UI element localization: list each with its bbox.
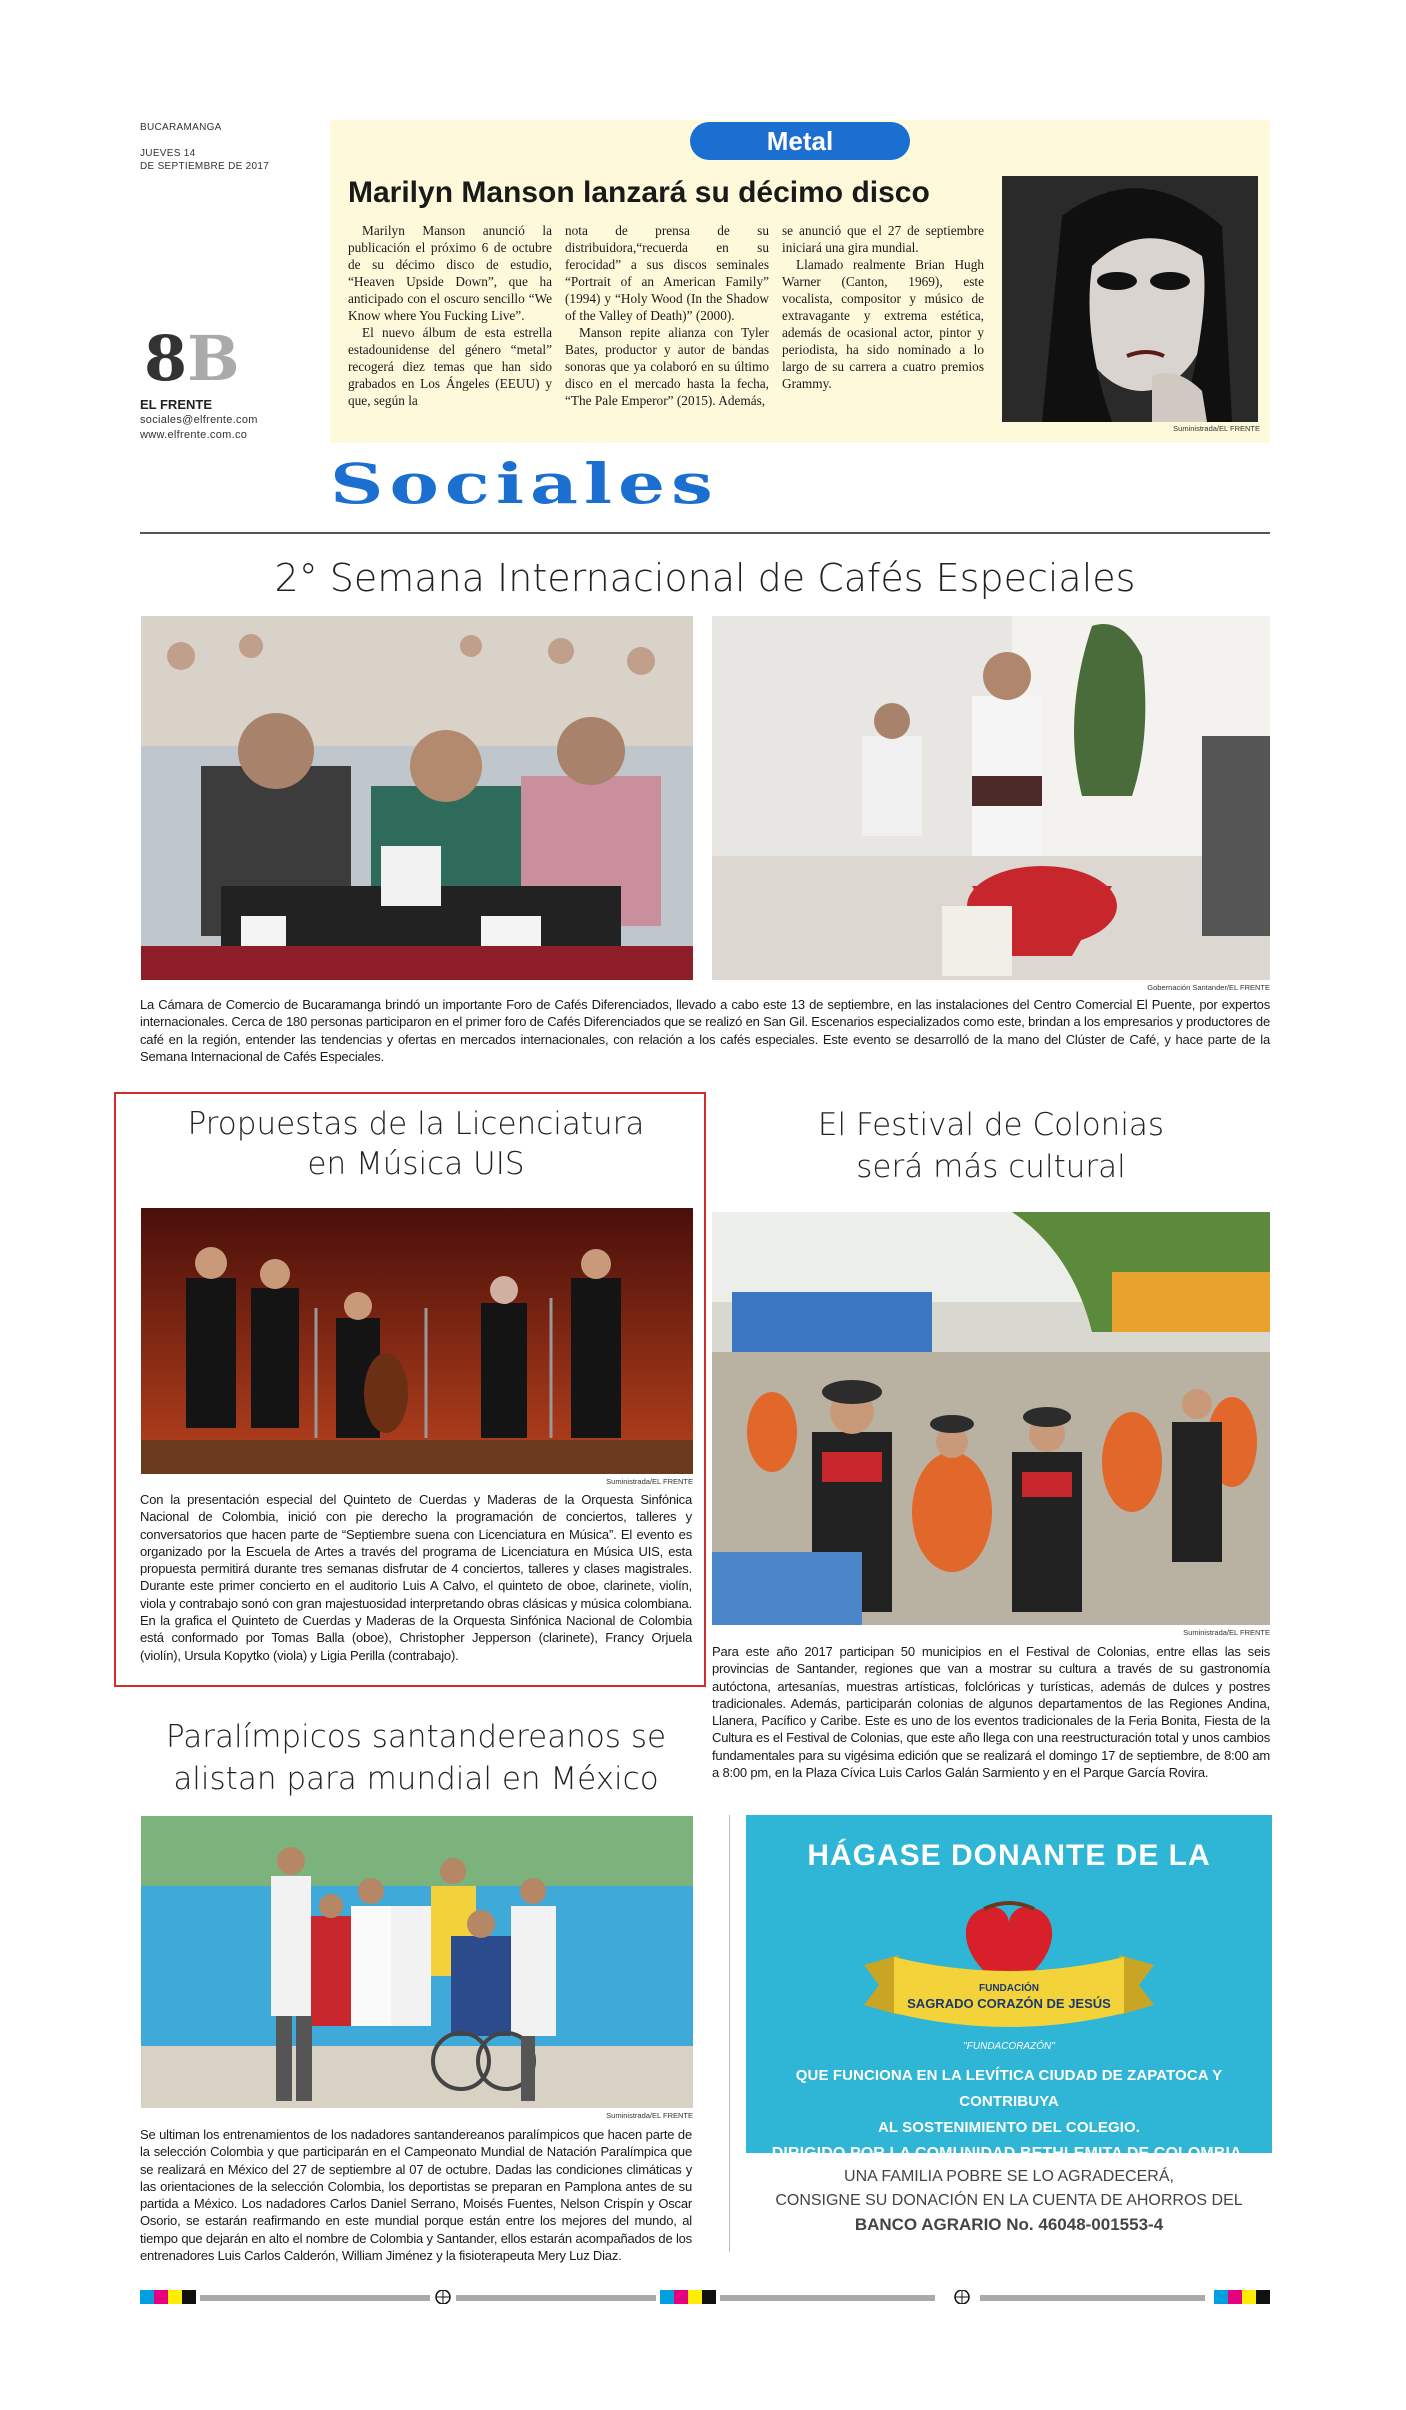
ad-message <box>746 2063 1272 2167</box>
colonias-body: Para este año 2017 participan 50 municipios en el Festival de Colonias, entre ellas las seis provincias de Santander, regiones que van a mostrar su cultura a través de su gastronomía autóctona, artesanías, muestras artísticas, folclóricas y turísticas, además de dulces y postres tradicionales. Además, participarán colonias de algunos departamentos de las Regiones Andina, Llanera, Pacífico y Caribe. Este es uno de los eventos tradicionales de la Feria Bonita, Fiesta de la Cultura es el Festival de Colonias, que este año llega con una reestructuración total y unos cambios fundamentales para su vigésima edición que se realizará el domingo 17 de septiembre, de 8:00 am a 8:00 pm, en la Plaza Cívica Luis Carlos Galán Sarmiento y en el Parque García Rovira. <box>712 1644 1270 1781</box>
metal-paragraph: El nuevo álbum de esta estrella estadounidense del género “metal” recogerá diez temas que han sido grabados en Los Ángeles (EEUU) y que, según la <box>348 325 552 408</box>
ad-line-2: AL SOSTENIMIENTO DEL COLEGIO. <box>877 2119 1141 2136</box>
metal-column-2 <box>565 222 769 409</box>
ad-headline: HÁGASE DONANTE DE LA <box>807 1839 1211 1872</box>
page-number-digit: 8 <box>144 322 188 395</box>
color-bars-icon <box>140 2290 1270 2304</box>
folio-day: JUEVES 14 <box>140 148 196 159</box>
cafes-photo-credit: Gobernación Santander/EL FRENTE <box>1147 983 1270 992</box>
musica-headline-line1: Propuestas de la Licenciatura <box>187 1106 645 1142</box>
paralimpicos-photo-credit: Suministrada/EL FRENTE <box>606 2111 693 2120</box>
ad-ribbon-main: SAGRADO CORAZÓN DE JESÚS <box>907 1996 1111 2011</box>
paralimpicos-body: Se ultiman los entrenamientos de los nadadores santandereanos paralímpicos que hacen parte de la selección Colombia y que participarán en el Campeonato Mundial de Natación Paralímpica que se realizará en México del 27 de septiembre al 07 de octubre. Dadas las condiciones climáticas y las orientaciones de la selección Colombia, los deportistas se preparan en Pamplona antes de su partida a México. Los nadadores Carlos Daniel Serrano, Moisés Fuentes, Nelson Crispín y Oscar Osorio, se estarán reafirmando en este mundial porque están entre los mejores del mundo, al tiempo que dejarán en alto el nombre de Colombia y Santander, ellos estarán acompañados de los entrenadores Luis Carlos Calderón, William Jiménez y la fisioterapeuta Mery Luz Diaz. <box>140 2127 692 2264</box>
metal-paragraph: se anunció que el 27 de septiembre iniciará una gira mundial. <box>782 223 984 255</box>
folio-date: DE SEPTIEMBRE DE 2017 <box>140 161 270 172</box>
paralimpicos-headline-line2: alistan para mundial en México <box>173 1761 659 1797</box>
musica-photo <box>141 1208 693 1474</box>
colonias-headline-line2: será más cultural <box>856 1149 1126 1185</box>
barista-photo-icon <box>712 616 1270 980</box>
ad-footer <box>746 2165 1272 2237</box>
paralimpicos-photo <box>141 1816 693 2108</box>
colonias-headline-line1: El Festival de Colonias <box>817 1107 1165 1143</box>
metal-photo-credit: Suministrada/EL FRENTE <box>1173 424 1260 433</box>
colonias-headline <box>712 1104 1270 1188</box>
ad-account: 46048-001553-4 <box>1038 2215 1164 2234</box>
ad-line-1: QUE FUNCIONA EN LA LEVÍTICA CIUDAD DE ZAPATOCA Y CONTRIBUYA <box>795 2067 1223 2110</box>
metal-headline: Marilyn Manson lanzará su décimo disco <box>348 176 930 209</box>
colonias-photo <box>712 1212 1270 1625</box>
concert-photo-icon <box>141 1208 693 1474</box>
cafes-photo-right <box>712 616 1270 980</box>
paralimpicos-headline-line1: Paralímpicos santandereanos se <box>165 1719 667 1755</box>
section-title: Sociales <box>330 452 719 517</box>
cafes-photo-left <box>141 616 693 980</box>
cafes-body: La Cámara de Comercio de Bucaramanga brindó un importante Foro de Cafés Diferenciados, llevado a cabo este 13 de septiembre, en las instalaciones del Centro Comercial El Puente, por expertos internacionales. Cerca de 180 personas participaron en el primer foro de Cafés Diferenciados que se realizó en San Gil. Escenarios especializados como este, brindan a los empresarios y productores de café en la región, entender las tendencias y ofertas en mercados internacionales, con relación a los cafés especiales. Este evento se desarrolló de la mano del Clúster de Café, y hace parte de la Semana Internacional de Cafés Especiales. <box>140 997 1270 1064</box>
paralimpicos-headline <box>140 1716 692 1800</box>
metal-paragraph: Llamado realmente Brian Hugh Warner (Canton, 1969), este vocalista, compositor y músico de extravagante y extrema estética, además de ocasional actor, pintor y periodista, ha sido nominado a lo largo de su carrera a cuatro premios Grammy. <box>782 257 984 391</box>
musica-headline-line2: en Música UIS <box>307 1146 525 1182</box>
musica-photo-credit: Suministrada/EL FRENTE <box>606 1477 693 1486</box>
ad-line-5: CONSIGNE SU DONACIÓN EN LA CUENTA DE AHORROS DEL <box>775 2192 1243 2209</box>
parade-photo-icon <box>712 1212 1270 1625</box>
column-rule <box>729 1815 730 2252</box>
swimmers-photo-icon <box>141 1816 693 2108</box>
registration-bar <box>140 2290 1270 2304</box>
metal-column-1 <box>348 222 552 409</box>
metal-paragraph: Marilyn Manson anunció la publicación el próximo 6 de octubre de su décimo disco de estudio, “Heaven Upside Down”, que ha anticipado con el oscuro sencillo “We Know where You Fucking Live”. <box>348 223 552 323</box>
folio-city: BUCARAMANGA <box>140 122 222 133</box>
folio-web[interactable]: www.elfrente.com.co <box>140 429 248 441</box>
metal-paragraph: Manson repite alianza con Tyler Bates, productor y autor de bandas sonoras que ya colaboró en su último disco en el mercado hasta la fecha, “The Pale Emperor” (2015). Además, <box>565 325 769 408</box>
metal-tag: Metal <box>690 122 910 160</box>
section-rule <box>140 532 1270 534</box>
ad-line-3: DIRIGIDO POR LA COMUNIDAD BETHLEMITA DE COLOMBIA. <box>771 2145 1247 2162</box>
cafes-headline: 2° Semana Internacional de Cafés Especiales <box>274 556 1136 600</box>
ad-bank: BANCO AGRARIO No. <box>854 2215 1034 2234</box>
heart-ribbon-icon <box>854 1895 1164 2045</box>
metal-photo <box>1002 176 1258 422</box>
ad-ribbon-sub: "FUNDACORAZÓN" <box>963 2041 1055 2052</box>
audience-photo-icon <box>141 616 693 980</box>
ad-ribbon-top: FUNDACIÓN <box>979 1983 1039 1994</box>
musica-body: Con la presentación especial del Quinteto de Cuerdas y Maderas de la Orquesta Sinfónica Nacional de Colombia, inició con pie derecho la programación de conciertos, talleres y conversatorios que hacen parte de “Septiembre suena con Licenciatura en Música”. El evento es organizado por la Escuela de Artes a través del programa de Licenciatura en Música UIS, esta propuesta permitirá durante tres semanas disfrutar de 4 conciertos, talleres y clases magistrales. Durante este primer concierto en el auditorio Luis A Calvo, el quinteto de oboe, clarinete, violín, viola y contrabajo sonó con gran majestuosidad interpretando obras clásicas y música colombiana. En la grafica el Quinteto de Cuerdas y Maderas de la Orquesta Sinfónica Nacional de Colombia está conformado por Tomas Balla (oboe), Christopher Jepperson (clarinete), Francy Orjuela (violín), Ursula Kopytko (viola) y Ligia Perilla (contrabajo). <box>140 1492 692 1663</box>
musica-headline <box>140 1104 692 1184</box>
page-section-letter: B <box>187 322 240 395</box>
metal-column-3 <box>782 222 984 392</box>
folio-paper: EL FRENTE <box>140 397 212 412</box>
page-number <box>144 322 240 395</box>
colonias-photo-credit: Suministrada/EL FRENTE <box>1183 1628 1270 1637</box>
ad-line-4: UNA FAMILIA POBRE SE LO AGRADECERÁ, <box>844 2168 1174 2185</box>
folio-email[interactable]: sociales@elfrente.com <box>140 414 258 426</box>
metal-paragraph: nota de prensa de su distribuidora,“recuerda en su ferocidad” a sus discos seminales “Portrait of an American Family” (1994) y “Holy Wood (In the Shadow of the Valley of Death)” (2000). <box>565 223 769 323</box>
portrait-image-icon <box>1002 176 1258 422</box>
donation-ad <box>746 1815 1272 2252</box>
